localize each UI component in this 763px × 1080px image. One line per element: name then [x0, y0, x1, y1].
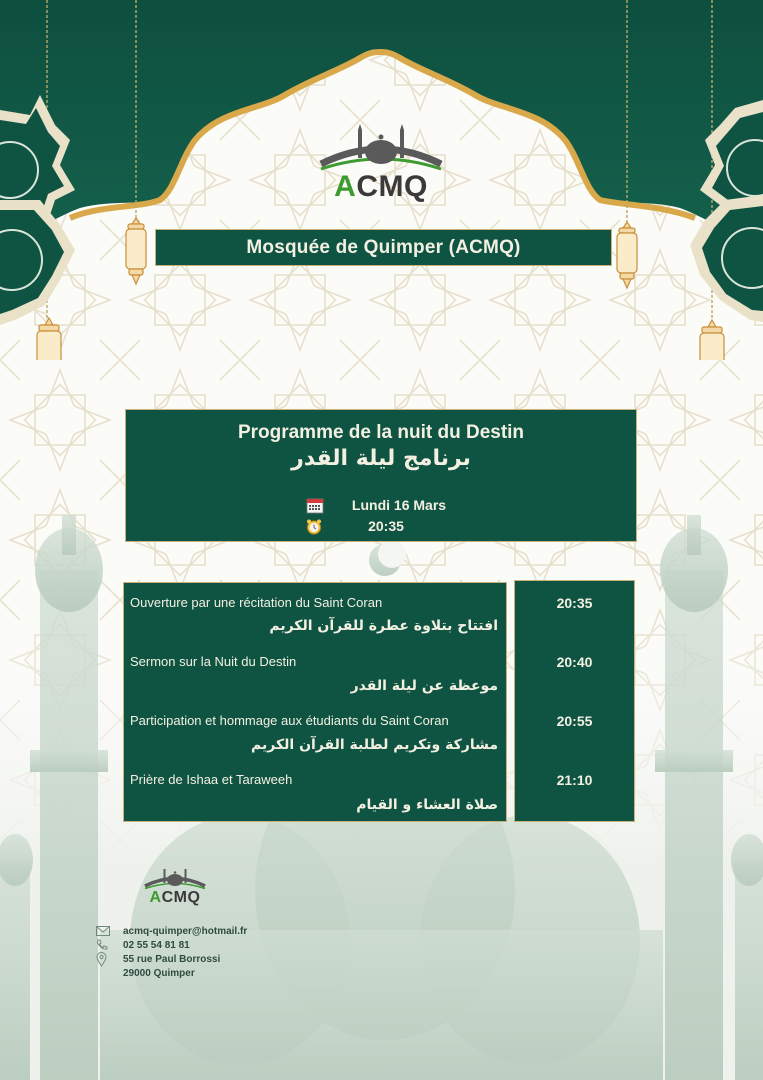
schedule-item-ar: مشاركة وتكريم لطلبة القرآن الكريم: [251, 737, 498, 753]
schedule-item-fr: Prière de Ishaa et Taraweeh: [130, 772, 293, 787]
event-date-row: [126, 497, 636, 513]
acmq-logo: [316, 124, 446, 202]
contact-address-line1: 55 rue Paul Borrossi: [123, 953, 221, 965]
event-time-row: [126, 518, 636, 534]
schedule-item-ar: موعظة عن ليلة القدر: [350, 678, 498, 694]
schedule-time: 20:40: [556, 654, 593, 670]
footer-acmq-logo: [138, 866, 212, 906]
schedule-item-fr: Ouverture par une récitation du Saint Coran: [130, 595, 383, 610]
schedule-time: 20:35: [556, 595, 593, 611]
page-title: Mosquée de Quimper (ACMQ): [246, 236, 521, 258]
mosque-logo-icon: [140, 866, 210, 890]
schedule-time: 20:55: [556, 713, 593, 729]
mosque-logo-icon: [316, 124, 446, 172]
schedule-item-ar: افتتاح بتلاوة عطرة للقرآن الكريم: [269, 618, 498, 634]
mosque-title-banner: [155, 229, 612, 266]
alarm-clock-icon: [306, 518, 322, 535]
phone-icon: [96, 939, 108, 951]
contact-address-line2: 29000 Quimper: [123, 967, 195, 979]
program-title-ar: برنامج ليلة القدر: [291, 446, 471, 471]
schedule-activities-box: [123, 582, 507, 822]
program-title-fr: Programme de la nuit du Destin: [237, 422, 525, 443]
event-time: 20:35: [368, 518, 404, 534]
contact-phone: 02 55 54 81 81: [123, 939, 190, 951]
contact-email[interactable]: acmq-quimper@hotmail.fr: [123, 925, 248, 937]
envelope-icon: [96, 926, 110, 936]
logo-wordmark: ACMQ: [334, 170, 428, 203]
map-pin-icon: [96, 952, 107, 967]
schedule-time: 21:10: [556, 772, 593, 788]
schedule-item-fr: Participation et hommage aux étudiants du Saint Coran: [130, 713, 449, 728]
footer-logo-wordmark: ACMQ: [149, 889, 201, 906]
calendar-icon: [306, 497, 324, 514]
schedule-item-ar: صلاة العشاء و القيام: [356, 797, 498, 813]
schedule-item-fr: Sermon sur la Nuit du Destin: [130, 654, 297, 669]
schedule-times-box: [514, 580, 635, 822]
event-date: Lundi 16 Mars: [351, 497, 447, 513]
program-header-box: [125, 409, 637, 542]
